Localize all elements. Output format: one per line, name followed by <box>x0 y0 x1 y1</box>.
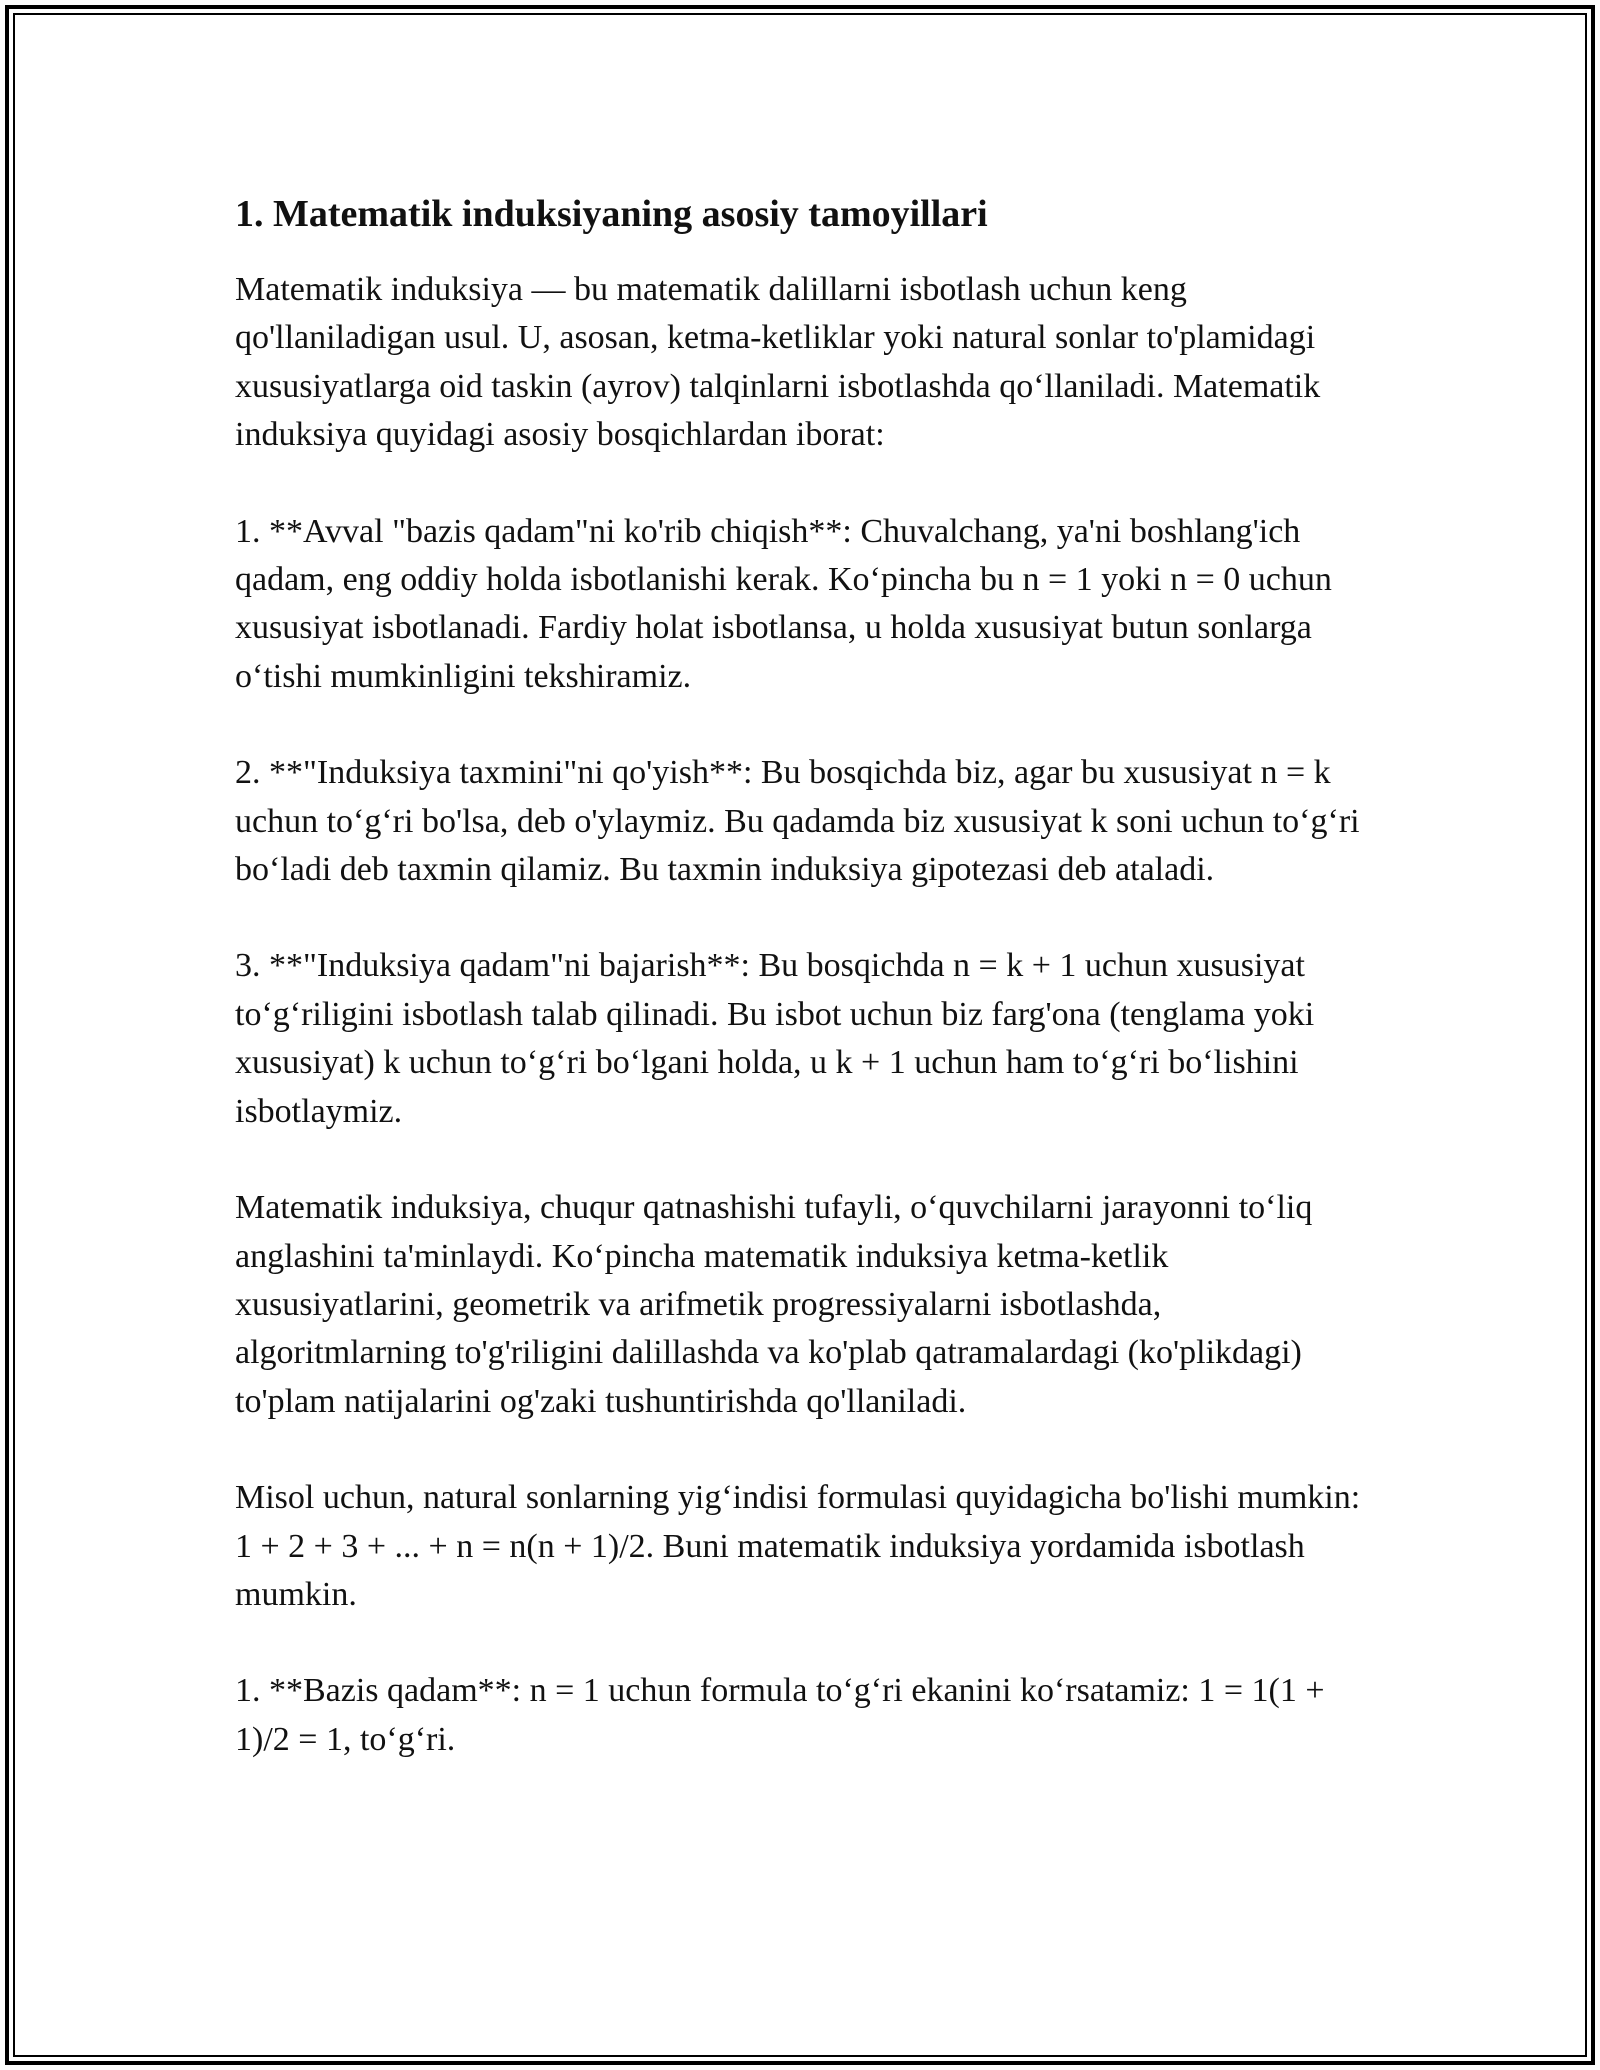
paragraph-intro: Matematik induksiya — bu matematik dalillarni isbotlash uchun keng qo'llaniladigan usul. U, asosan, ketma-ketliklar yoki natural sonlar to'plamidagi xususiyatlarga oid taskin (ayrov) talqinlarni isbotlashda qo‘llaniladi. Matematik induksiya quyidagi asosiy bosqichlardan iborat: <box>235 271 1321 454</box>
paragraph-example: Misol uchun, natural sonlarning yig‘indisi formulasi quyidagicha bo'lishi mumkin: 1 + 2 + 3 + ... + n = n(n + 1)/2. Buni matematik induksiya yordamida isbotlash mumkin. <box>235 1479 1361 1613</box>
paragraph-step-2: 2. **"Induksiya taxmini"ni qo'yish**: Bu bosqichda biz, agar bu xususiyat n = k uchun to‘g‘ri bo'lsa, deb o'ylaymiz. Bu qadamda biz xususiyat k soni uchun to‘g‘ri bo‘ladi deb taxmin qilamiz. Bu taxmin induksiya gipotezasi deb ataladi. <box>235 754 1360 889</box>
document-body <box>235 188 1370 1812</box>
section-heading: 1. Matematik induksiyaning asosiy tamoyillari <box>235 193 988 235</box>
paragraph-step-1: 1. **Avval "bazis qadam"ni ko'rib chiqish**: Chuvalchang, ya'ni boshlang'ich qadam, eng oddiy holda isbotlanishi kerak. Ko‘pincha bu n = 1 yoki n = 0 uchun xususiyat isbotlanadi. Fardiy holat isbotlansa, u holda xususiyat butun sonlarga o‘tishi mumkinligini tekshiramiz. <box>235 512 1332 695</box>
paragraph-base-case: 1. **Bazis qadam**: n = 1 uchun formula to‘g‘ri ekanini ko‘rsatamiz: 1 = 1(1 + 1)/2 = 1, to‘g‘ri. <box>235 1672 1325 1758</box>
paragraph-applications: Matematik induksiya, chuqur qatnashishi tufayli, o‘quvchilarni jarayonni to‘liq anglashini ta'minlaydi. Ko‘pincha matematik induksiya ketma-ketlik xususiyatlarini, geometrik va arifmetik progressiyalarni isbotlashda, algoritmlarning to'g'riligini dalillashda va ko'plab qatramalardagi (ko'plikdagi) to'plam natijalarini og'zaki tushuntirishda qo'llaniladi. <box>235 1189 1313 1420</box>
paragraph-step-3: 3. **"Induksiya qadam"ni bajarish**: Bu bosqichda n = k + 1 uchun xususiyat to‘g‘riligini isbotlash talab qilinadi. Bu isbot uchun biz farg'ona (tenglama yoki xususiyat) k uchun to‘g‘ri bo‘lgani holda, u k + 1 uchun ham to‘g‘ri bo‘lishini isbotlaymiz. <box>235 947 1315 1130</box>
